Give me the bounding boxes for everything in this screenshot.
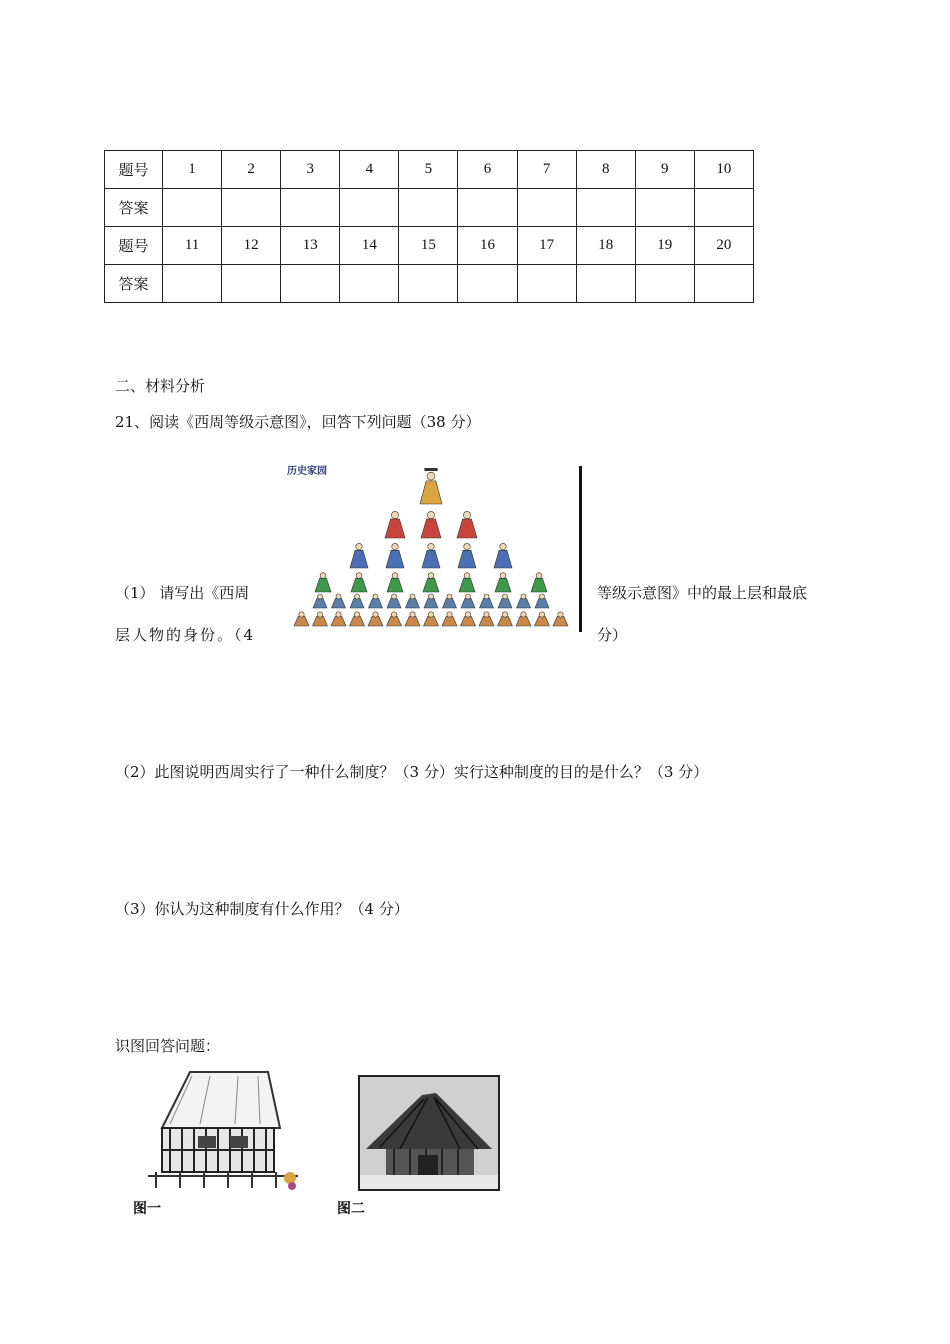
house-image-2 xyxy=(358,1075,500,1191)
commoner-figure xyxy=(480,594,494,608)
section-title: 二、材料分析 xyxy=(115,377,206,395)
table-row xyxy=(105,265,754,303)
hierarchy-pyramid-graphic xyxy=(281,462,581,632)
scholar-figure xyxy=(423,573,439,592)
figure-label: 历史家园 xyxy=(287,466,327,477)
scholar-figure xyxy=(495,573,511,592)
answer-cell[interactable] xyxy=(163,189,222,227)
number-cell: 5 xyxy=(399,151,458,189)
number-cell: 11 xyxy=(163,227,222,265)
slave-figure xyxy=(553,612,568,626)
commoner-figure xyxy=(535,594,549,608)
commoner-figure xyxy=(406,594,420,608)
noble-figure xyxy=(421,511,441,538)
answer-cell[interactable] xyxy=(163,265,222,303)
scholar-figure xyxy=(459,573,475,592)
answer-table xyxy=(104,150,754,303)
number-cell: 12 xyxy=(222,227,281,265)
slave-figure xyxy=(387,612,402,626)
commoner-figure xyxy=(332,594,346,608)
question-21: 21、阅读《西周等级示意图》，回答下列问题（38 分） xyxy=(115,413,481,431)
caption-figure-1: 图一 xyxy=(133,1201,161,1217)
minister-figure xyxy=(422,543,440,568)
zhou-hierarchy-figure xyxy=(281,462,581,632)
king-figure xyxy=(420,468,442,504)
sub-question-1-d: 分） xyxy=(597,626,628,644)
commoner-figure xyxy=(313,594,327,608)
answer-cell[interactable] xyxy=(635,265,694,303)
caption-figure-2: 图二 xyxy=(337,1201,365,1217)
answer-cell[interactable] xyxy=(517,265,576,303)
minister-figure xyxy=(386,543,404,568)
house-image-1 xyxy=(140,1066,308,1196)
number-cell: 18 xyxy=(576,227,635,265)
commoner-figure xyxy=(443,594,457,608)
commoner-figure xyxy=(424,594,438,608)
table-row xyxy=(105,151,754,189)
noble-figure xyxy=(385,511,405,538)
slave-figure xyxy=(331,612,346,626)
slave-figure xyxy=(535,612,550,626)
number-cell: 7 xyxy=(517,151,576,189)
slave-figure xyxy=(479,612,494,626)
number-cell: 15 xyxy=(399,227,458,265)
answer-cell[interactable] xyxy=(281,265,340,303)
answer-cell[interactable] xyxy=(694,265,753,303)
table-row xyxy=(105,189,754,227)
answer-cell[interactable] xyxy=(576,189,635,227)
slave-figure xyxy=(368,612,383,626)
slave-figure xyxy=(424,612,439,626)
number-cell: 2 xyxy=(222,151,281,189)
commoner-figure xyxy=(517,594,531,608)
sub-question-1-b: 等级示意图》中的最上层和最底 xyxy=(597,584,808,602)
number-cell: 8 xyxy=(576,151,635,189)
divider-line xyxy=(579,466,582,632)
sub-question-1-a: （1） 请写出《西周 xyxy=(115,584,250,602)
number-cell: 6 xyxy=(458,151,517,189)
scholar-figure xyxy=(351,573,367,592)
number-cell: 14 xyxy=(340,227,399,265)
number-cell: 19 xyxy=(635,227,694,265)
noble-figure xyxy=(457,511,477,538)
slave-figure xyxy=(294,612,309,626)
minister-figure xyxy=(350,543,368,568)
slave-figure xyxy=(498,612,513,626)
answer-cell[interactable] xyxy=(517,189,576,227)
commoner-figure xyxy=(498,594,512,608)
row-header-number: 题号 xyxy=(105,227,163,265)
commoner-figure xyxy=(369,594,383,608)
answer-cell[interactable] xyxy=(399,189,458,227)
slave-figure xyxy=(350,612,365,626)
sub-question-1-c: 层人物的身份。（4 xyxy=(115,626,256,644)
table-row xyxy=(105,227,754,265)
scholar-figure xyxy=(531,573,547,592)
answer-cell[interactable] xyxy=(340,265,399,303)
slave-figure xyxy=(516,612,531,626)
minister-figure xyxy=(494,543,512,568)
answer-cell[interactable] xyxy=(222,189,281,227)
answer-cell[interactable] xyxy=(635,189,694,227)
commoner-figure xyxy=(461,594,475,608)
minister-figure xyxy=(458,543,476,568)
answer-cell[interactable] xyxy=(694,189,753,227)
sub-question-3: （3）你认为这种制度有什么作用？（4 分） xyxy=(115,900,409,918)
answer-cell[interactable] xyxy=(576,265,635,303)
slave-figure xyxy=(405,612,420,626)
row-header-number: 题号 xyxy=(105,151,163,189)
commoner-figure xyxy=(350,594,364,608)
scholar-figure xyxy=(387,573,403,592)
slave-figure xyxy=(442,612,457,626)
answer-cell[interactable] xyxy=(399,265,458,303)
number-cell: 4 xyxy=(340,151,399,189)
answer-cell[interactable] xyxy=(340,189,399,227)
row-header-answer: 答案 xyxy=(105,265,163,303)
number-cell: 17 xyxy=(517,227,576,265)
number-cell: 16 xyxy=(458,227,517,265)
answer-cell[interactable] xyxy=(458,189,517,227)
answer-cell[interactable] xyxy=(458,265,517,303)
slave-figure xyxy=(313,612,328,626)
commoner-figure xyxy=(387,594,401,608)
number-cell: 3 xyxy=(281,151,340,189)
slave-figure xyxy=(461,612,476,626)
number-cell: 20 xyxy=(694,227,753,265)
number-cell: 13 xyxy=(281,227,340,265)
answer-cell[interactable] xyxy=(222,265,281,303)
answer-cell[interactable] xyxy=(281,189,340,227)
picture-heading: 识图回答问题： xyxy=(115,1037,221,1055)
sub-question-2: （2）此图说明西周实行了一种什么制度？（3 分）实行这种制度的目的是什么？（3 分） xyxy=(115,763,709,781)
number-cell: 1 xyxy=(163,151,222,189)
row-header-answer: 答案 xyxy=(105,189,163,227)
scholar-figure xyxy=(315,573,331,592)
number-cell: 9 xyxy=(635,151,694,189)
number-cell: 10 xyxy=(694,151,753,189)
